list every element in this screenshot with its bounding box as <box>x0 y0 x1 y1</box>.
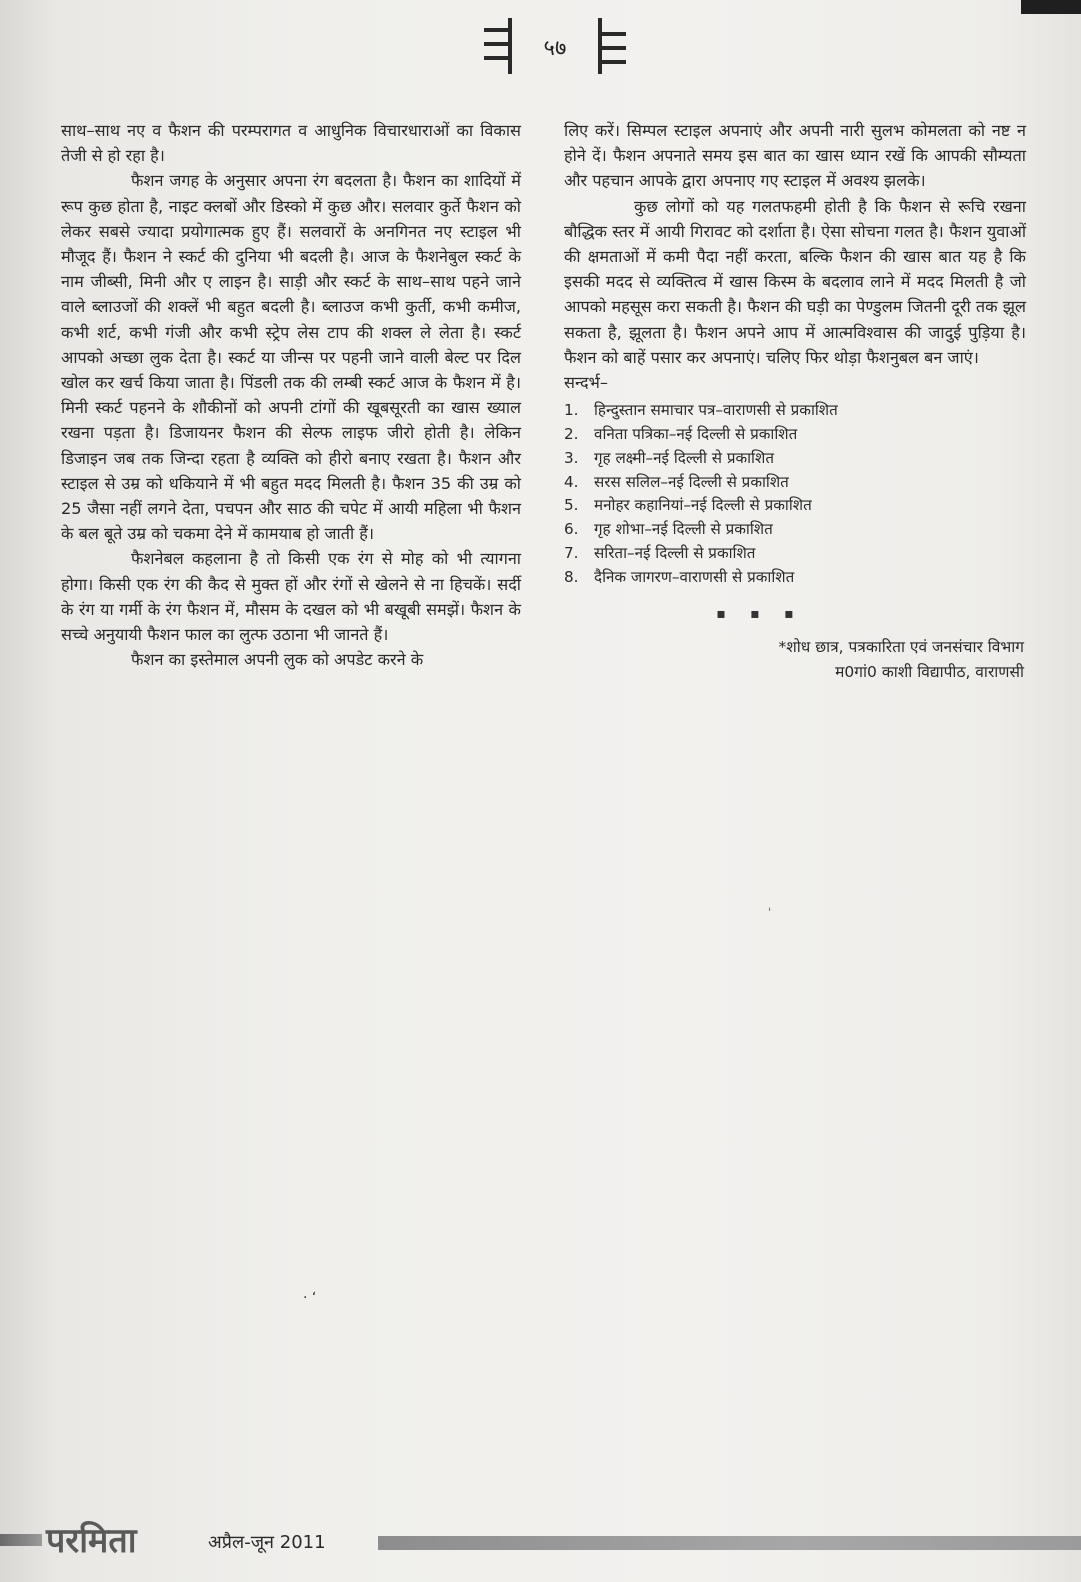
list-item <box>564 566 1026 590</box>
ref-text: गृह लक्ष्मी–नई दिल्ली से प्रकाशित <box>594 448 774 467</box>
footer-bar-right <box>378 1536 1081 1550</box>
ref-text: वनिता पत्रिका–नई दिल्ली से प्रकाशित <box>594 425 798 444</box>
page-number: ५७ <box>543 36 567 61</box>
ornament-right-icon <box>592 18 628 74</box>
list-item <box>564 542 1026 566</box>
corner-strip <box>1021 0 1081 14</box>
issue-date: अप्रैल-जून 2011 <box>208 1532 326 1553</box>
references-heading: सन्दर्भ– <box>564 373 609 393</box>
paragraph: फैशन का इस्तेमाल अपनी लुक को अपडेट करने के <box>131 650 424 670</box>
ref-number: 2. <box>564 425 579 444</box>
footer-bar-left <box>0 1534 42 1546</box>
ornament-left-icon <box>482 18 518 74</box>
page-number-ornament <box>480 12 630 82</box>
paragraph: फैशन जगह के अनुसार अपना रंग बदलता है। फैशन का शादियों में रूप कुछ होता है, नाइट क्लबों और डिस्को में कुछ और। सलवार कुर्ते फैशन को लेकर सबसे ज्यादा प्रयोगात्मक हुए हैं। सलवारों के अनगिनत नए स्टाइल भी मौजूद हैं। फैशन ने स्कर्ट की दुनिया भी बदली है। आज के फैशनेबुल स्कर्ट के नाम जीब्सी, मिनी और ए लाइन है। साड़ी और स्कर्ट के साथ–साथ पहने जाने वाले ब्लाउजों की शक्लें भी बहुत बदली है। ब्लाउज कभी कुर्ती, कभी कमीज, कभी शर्ट, कभी गंजी और कभी स्ट्रेप लेस टाप की शक्ल ले लेता है। स्कर्ट आपको अच्छा लुक देता है। स्कर्ट या जीन्स पर पहनी जाने वाली बेल्ट पर दिल खोल कर खर्च किया जाता है। पिंडली तक की लम्बी स्कर्ट आज के फैशन में है। मिनी स्कर्ट पहनने के शौकीनों को अपनी टांगों की खूबसूरती का खास ख्याल रखना पड़ता है। डिजायनर फैशन की सेल्फ लाइफ जीरो होती है। लेकिन डिजाइन जब तक जिन्दा रहता है व्यक्ति को हीरो बनाए रखता है। फैशन और स्टाइल से उम्र को धकियाने में भी बहुत मदद मिलती है। फैशन 35 की उम्र को 25 जैसा नहीं लगने देता, पचपन और साठ की चपेट में आयी महिला भी फैशन के बल बूते उम्र को चकमा देने में कामयाब हो जाती हैं। <box>61 171 521 544</box>
ref-text: सरिता–नई दिल्ली से प्रकाशित <box>594 544 756 563</box>
list-item <box>564 447 1026 471</box>
ref-number: 5. <box>564 496 579 515</box>
ref-number: 4. <box>564 472 579 491</box>
page-footer <box>0 1510 1081 1582</box>
author-affiliation <box>564 635 1026 685</box>
ref-text: सरस सलिल–नई दिल्ली से प्रकाशित <box>594 472 789 491</box>
ref-text: गृह शोभा–नई दिल्ली से प्रकाशित <box>594 520 773 539</box>
paragraph: फैशनेबल कहलाना है तो किसी एक रंग से मोह को भी त्यागना होगा। किसी एक रंग की कैद से मुक्त हों और रंगों से खेलने से ना हिचकें। सर्दी के रंग या गर्मी के रंग फैशन में, मौसम के दखल को भी बखूबी समझें। फैशन के सच्चे अनुयायी फैशन फाल का लुत्फ उठाना भी जानते हैं। <box>61 549 521 645</box>
journal-title: परमिता <box>46 1521 137 1561</box>
paragraph: कुछ लोगों को यह गलतफहमी होती है कि फैशन से रूचि रखना बौद्धिक स्तर में आयी गिरावट को दर्शाता है। ऐसा सोचना गलत है। फैशन युवाओं की क्षमताओं में कमी पैदा नहीं करता, बल्कि फैशन की खास बात यह है कि इसकी मदद से व्यक्तित्व में खास किस्म के बदलाव लाने में मदद मिलती है जो आपको महसूस करा सकती है। फैशन की घड़ी का पेण्डुलम जितनी दूरी तक झूल सकता है, झूलता है। फैशन अपने आप में आत्मविश्वास की जादुई पुड़िया है। फैशन को बाहें पसार कर अपनाएं। चलिए फिर थोड़ा फैशनुबल बन जाएं। <box>564 196 1026 367</box>
right-column <box>564 118 1026 685</box>
paragraph: लिए करें। सिम्पल स्टाइल अपनाएं और अपनी नारी सुलभ कोमलता को नष्ट न होने दें। फैशन अपनाते समय इस बात का खास ध्यान रखें कि आपकी सौम्यता और पहचान आपके द्वारा अपनाए गए स्टाइल में अवश्य झलके। <box>564 121 1026 191</box>
list-item <box>564 494 1026 518</box>
left-column <box>61 118 521 672</box>
speck-mark: ˌ <box>768 898 772 912</box>
ref-number: 6. <box>564 520 579 539</box>
ref-text: मनोहर कहानियां–नई दिल्ली से प्रकाशित <box>594 496 812 515</box>
ref-number: 7. <box>564 544 579 563</box>
list-item <box>564 399 1026 423</box>
author-line: *शोध छात्र, पत्रकारिता एवं जनसंचार विभाग <box>778 637 1024 656</box>
ref-text: हिन्दुस्तान समाचार पत्र–वाराणसी से प्रकाशित <box>594 401 838 420</box>
ref-text: दैनिक जागरण–वाराणसी से प्रकाशित <box>594 567 795 586</box>
list-item <box>564 471 1026 495</box>
ref-number: 1. <box>564 401 579 420</box>
paragraph: साथ–साथ नए व फैशन की परम्परागत व आधुनिक विचारधाराओं का विकास तेजी से हो रहा है। <box>61 121 521 166</box>
ref-number: 3. <box>564 448 579 467</box>
author-line: म0गां0 काशी विद्यापीठ, वाराणसी <box>835 662 1024 681</box>
speck-mark: · ʻ <box>303 1290 317 1306</box>
list-item <box>564 423 1026 447</box>
ref-number: 8. <box>564 567 579 586</box>
section-separator: ▪ ▪ ▪ <box>716 605 804 622</box>
list-item <box>564 518 1026 542</box>
references-list <box>564 399 1026 589</box>
